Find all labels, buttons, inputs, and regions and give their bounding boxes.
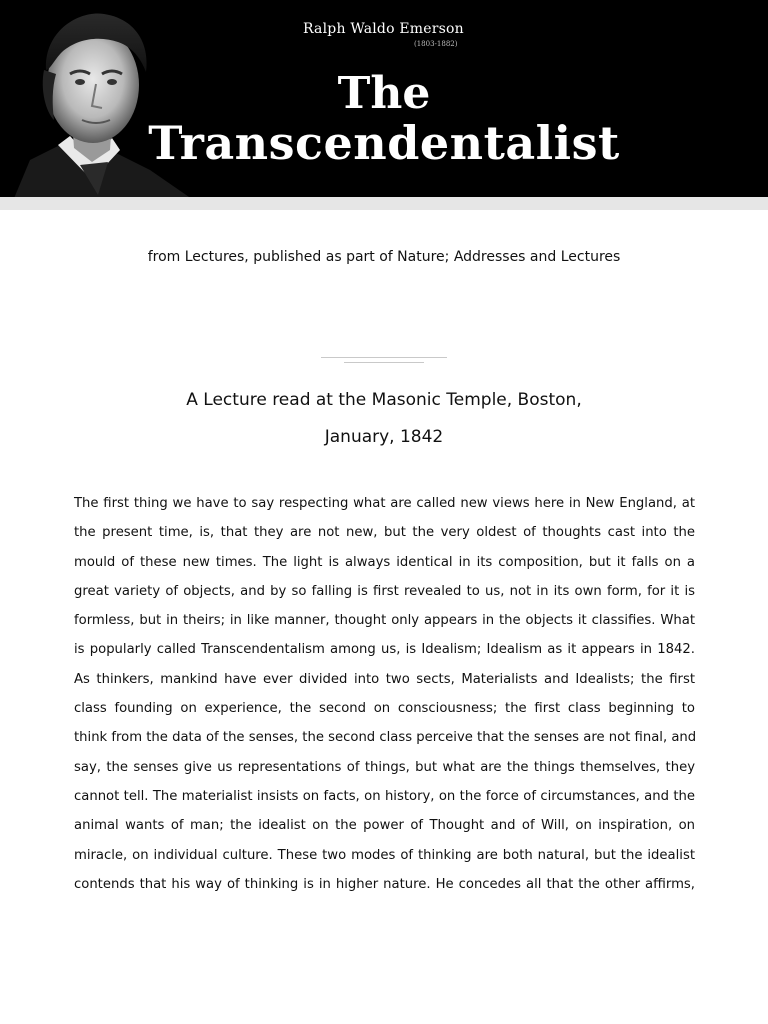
body-line: The first thing we have to say respecting what are called new views here in New England, at	[74, 496, 695, 511]
author-dates: (1803-1882)	[414, 40, 458, 48]
body-line: say, the senses give us representations of things, but what are the things themselves, they	[74, 759, 695, 775]
author-name: Ralph Waldo Emerson	[303, 21, 464, 37]
body-line: is popularly called Transcendentalism among us, is Idealism; Idealism as it appears in 1842.	[74, 642, 695, 658]
title-line-1: The	[337, 68, 431, 119]
body-line: class founding on experience, the second on consciousness; the first class beginning to	[74, 701, 695, 717]
lecture-heading-line-2: January, 1842	[324, 427, 444, 447]
title-line-2: Transcendentalist	[148, 116, 620, 170]
body-line: As thinkers, mankind have ever divided into two sects, Materialists and Idealists; the first	[74, 671, 695, 687]
divider-bottom	[344, 362, 424, 363]
body-line: the present time, is, that they are not new, but the very oldest of thoughts cast into the	[74, 525, 695, 541]
lecture-heading-line-1: A Lecture read at the Masonic Temple, Boston,	[186, 390, 582, 410]
subtitle: from Lectures, published as part of Nature; Addresses and Lectures	[147, 249, 621, 265]
body-line: contends that his way of thinking is in higher nature. He concedes all that the other affirms,	[74, 876, 695, 892]
body-line: think from the data of the senses, the second class perceive that the senses are not final, and	[74, 730, 697, 746]
body-line: great variety of objects, and by so falling is first revealed to us, not in its own form, for it is	[74, 583, 695, 599]
body-line: miracle, on individual culture. These two modes of thinking are both natural, but the idealist	[74, 847, 695, 863]
body-line: formless, but in theirs; in like manner, thought only appears in the objects it classifies. What	[74, 613, 695, 629]
body-line: animal wants of man; the idealist on the power of Thought and of Will, on inspiration, on	[74, 818, 695, 834]
header-strip	[0, 197, 768, 210]
divider-top	[321, 357, 447, 358]
body-line: cannot tell. The materialist insists on facts, on history, on the force of circumstances, and the	[74, 788, 695, 804]
body-paragraph	[74, 489, 695, 899]
header-banner	[0, 0, 768, 208]
body-line: mould of these new times. The light is always identical in its composition, but it falls on a	[74, 554, 695, 570]
